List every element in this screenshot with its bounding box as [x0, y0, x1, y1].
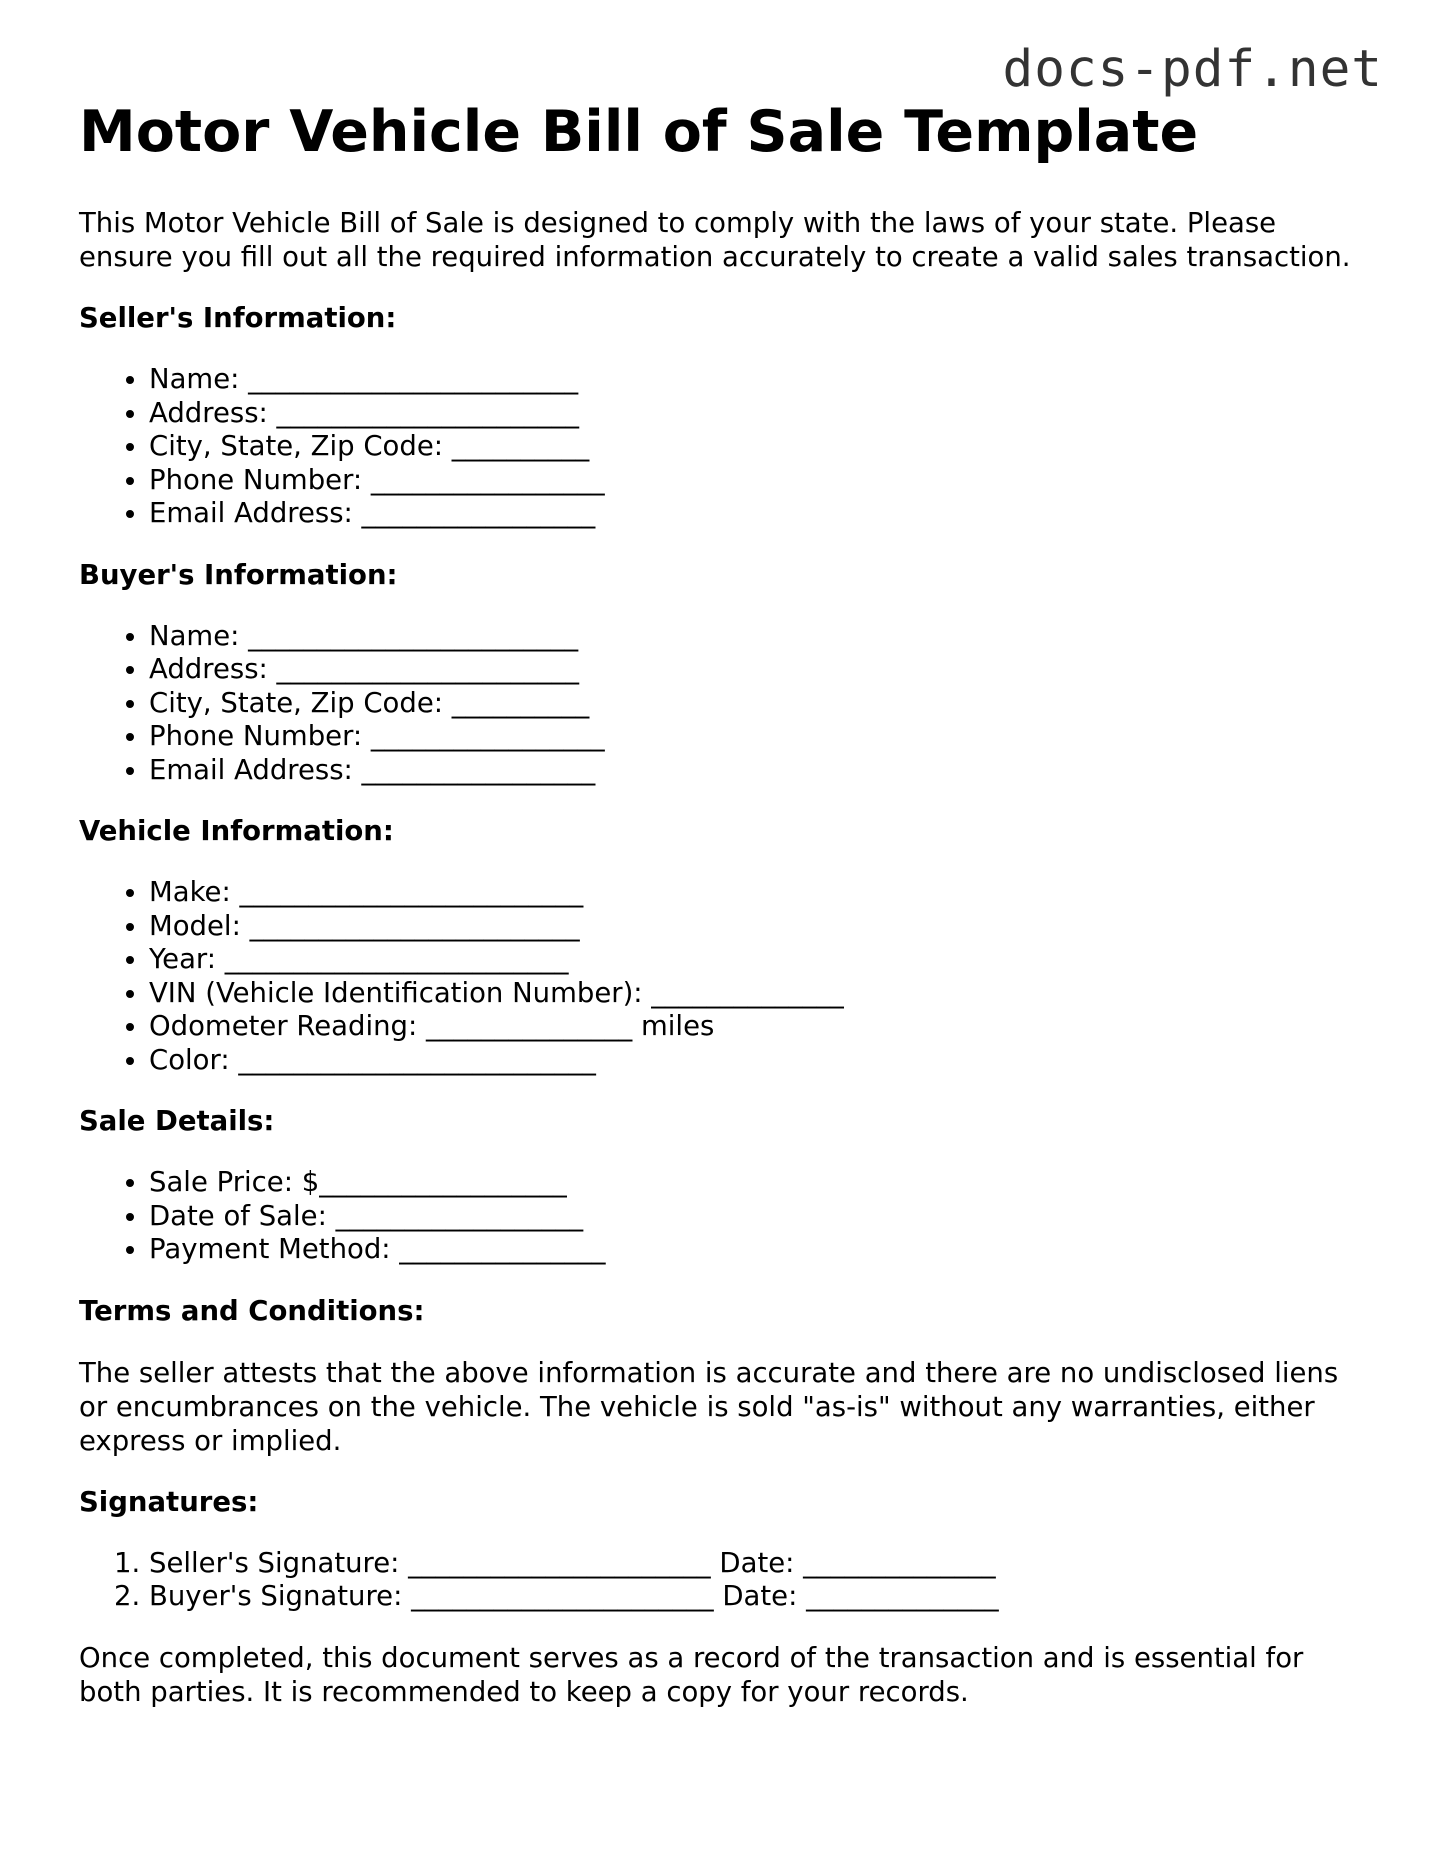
document-page: [79, 98, 1369, 1709]
buyer-list: [79, 620, 1369, 788]
sale-date-field: • Date of Sale: __________________: [149, 1200, 1369, 1234]
vehicle-make-field: • Make: _________________________: [149, 876, 1369, 910]
buyer-heading: Buyer's Information:: [79, 558, 398, 591]
vehicle-vin-field: • VIN (Vehicle Identification Number): ______________: [149, 977, 1369, 1011]
sale-list: [79, 1166, 1369, 1267]
buyer-city-field: • City, State, Zip Code: __________: [149, 687, 1369, 721]
buyer-phone-field: • Phone Number: _________________: [149, 720, 1369, 754]
terms-heading: Terms and Conditions:: [79, 1294, 425, 1327]
sale-payment-field: • Payment Method: _______________: [149, 1233, 1369, 1267]
seller-email-field: • Email Address: _________________: [149, 497, 1369, 531]
buyer-address-field: • Address: ______________________: [149, 653, 1369, 687]
vehicle-year-field: • Year: _________________________: [149, 943, 1369, 977]
terms-paragraph: The seller attests that the above information is accurate and there are no undisclosed liens or encumbrances on the vehicle. The vehicle is sold "as-is" without any warranties, either express or implied.: [79, 1356, 1339, 1457]
seller-heading: Seller's Information:: [79, 302, 397, 335]
sale-price-field: • Sale Price: $__________________: [149, 1166, 1369, 1200]
vehicle-color-field: • Color: __________________________: [149, 1044, 1369, 1078]
vehicle-heading: Vehicle Information:: [79, 815, 394, 848]
buyer-signature-field: 2. Buyer's Signature: ______________________ Date: ______________: [149, 1580, 1369, 1614]
vehicle-list: [79, 876, 1369, 1077]
seller-name-field: • Name: ________________________: [149, 363, 1369, 397]
closing-paragraph: Once completed, this document serves as a record of the transaction and is essential for both parties. It is recommended to keep a copy for your records.: [79, 1641, 1304, 1708]
document-title: Motor Vehicle Bill of Sale Template: [79, 99, 1199, 165]
vehicle-model-field: • Model: ________________________: [149, 910, 1369, 944]
seller-city-field: • City, State, Zip Code: __________: [149, 430, 1369, 464]
intro-paragraph: This Motor Vehicle Bill of Sale is designed to comply with the laws of your state. Please ensure you fill out all the required information accurately to create a valid sales transaction.: [79, 207, 1351, 274]
buyer-name-field: • Name: ________________________: [149, 620, 1369, 654]
buyer-email-field: • Email Address: _________________: [149, 754, 1369, 788]
watermark: docs-pdf.net: [1002, 40, 1383, 99]
seller-signature-field: 1. Seller's Signature: ______________________ Date: ______________: [149, 1547, 1369, 1581]
seller-list: [79, 363, 1369, 531]
seller-phone-field: • Phone Number: _________________: [149, 464, 1369, 498]
signatures-heading: Signatures:: [79, 1485, 259, 1518]
seller-address-field: • Address: ______________________: [149, 397, 1369, 431]
sale-heading: Sale Details:: [79, 1105, 275, 1138]
vehicle-odometer-field: • Odometer Reading: _______________ miles: [149, 1010, 1369, 1044]
signatures-list: [79, 1547, 1369, 1614]
